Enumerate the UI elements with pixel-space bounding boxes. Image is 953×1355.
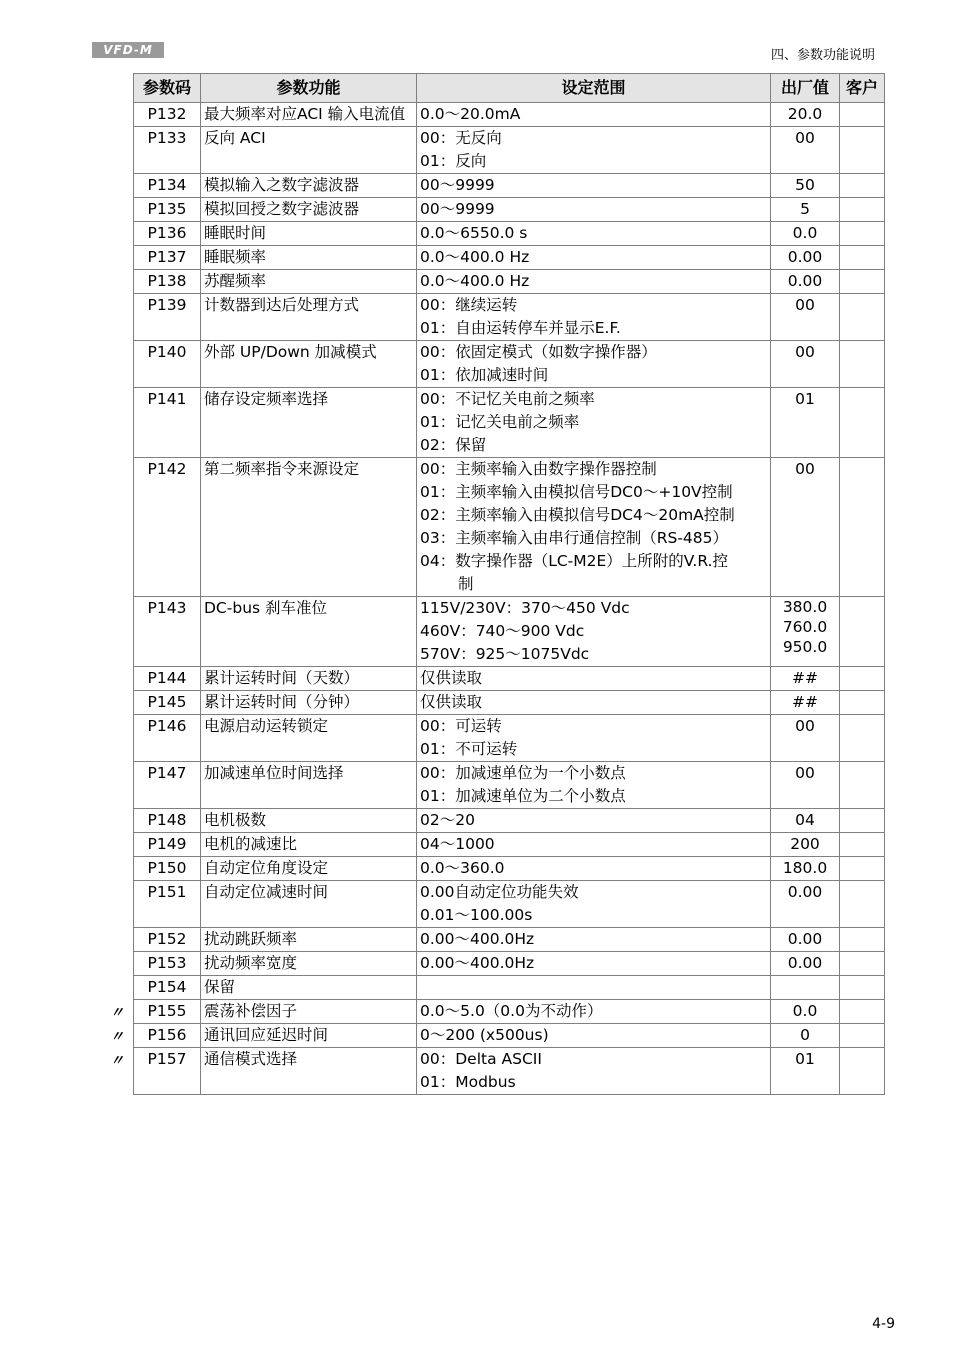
param-range-cell <box>417 833 771 857</box>
default-value: 0.00 <box>787 883 823 901</box>
range-line: 01：Modbus <box>420 1073 516 1091</box>
param-code-cell <box>110 1048 201 1095</box>
param-code: P134 <box>147 176 187 194</box>
range-line: 460V：740～900 Vdc <box>420 622 585 640</box>
table-row <box>134 691 885 715</box>
param-code: P155 <box>147 1002 187 1020</box>
default-value: 0.0 <box>792 1002 818 1020</box>
table-row <box>134 222 885 246</box>
param-default-cell <box>771 597 840 667</box>
default-value: 04 <box>795 811 815 829</box>
table-row <box>134 667 885 691</box>
param-code: P151 <box>147 883 187 901</box>
range-line: 01：自由运转停车并显示E.F. <box>420 319 621 337</box>
param-code: P136 <box>147 224 187 242</box>
param-default-cell <box>771 1048 840 1095</box>
default-value: 00 <box>795 296 815 314</box>
param-default-cell <box>771 762 840 809</box>
param-default-cell <box>771 341 840 388</box>
range-line: 00：加减速单位为一个小数点 <box>420 764 626 782</box>
param-default-cell <box>771 952 840 976</box>
param-code: P141 <box>147 390 187 408</box>
param-function: 保留 <box>201 976 417 1000</box>
table-row <box>134 270 885 294</box>
param-code-cell <box>134 833 201 857</box>
param-customer-cell <box>840 127 885 174</box>
section-title: 四、参数功能说明 <box>770 48 875 63</box>
default-value: 01 <box>795 390 815 408</box>
default-value: 180.0 <box>782 859 828 877</box>
param-customer-cell <box>840 1000 885 1024</box>
column-header-range: 设定范围 <box>417 74 771 103</box>
param-range-cell <box>417 881 771 928</box>
range-line: 01：不可运转 <box>420 740 518 758</box>
param-default-cell <box>771 715 840 762</box>
param-customer-cell <box>840 762 885 809</box>
param-range-cell <box>417 762 771 809</box>
param-default-cell <box>771 833 840 857</box>
param-function: 扰动频率宽度 <box>201 952 417 976</box>
param-default-cell <box>771 857 840 881</box>
default-value: 0.00 <box>787 930 823 948</box>
range-line: 00：无反向 <box>420 129 502 147</box>
param-customer-cell <box>840 174 885 198</box>
param-default-cell <box>771 388 840 458</box>
range-line: 03：主频率输入由串行通信控制（RS-485） <box>420 529 729 547</box>
param-code-cell <box>110 1024 201 1048</box>
param-code-cell <box>134 857 201 881</box>
brand-logo: VFD-M <box>92 42 164 58</box>
range-line: 00：Delta ASCII <box>420 1050 542 1068</box>
param-function: 加减速单位时间选择 <box>201 762 417 809</box>
range-line: 115V/230V：370～450 Vdc <box>420 599 630 617</box>
param-default-cell <box>771 1024 840 1048</box>
table-row <box>134 857 885 881</box>
param-code-cell <box>134 388 201 458</box>
table-row <box>134 1024 885 1048</box>
param-range-cell <box>417 127 771 174</box>
param-code: P133 <box>147 129 187 147</box>
param-code: P146 <box>147 717 187 735</box>
param-range-cell <box>417 222 771 246</box>
param-code-cell <box>134 458 201 597</box>
param-code-cell <box>134 809 201 833</box>
table-row <box>134 246 885 270</box>
param-code-cell <box>134 667 201 691</box>
param-code: P142 <box>147 460 187 478</box>
param-range-cell <box>417 597 771 667</box>
param-default-cell <box>771 691 840 715</box>
param-function: 第二频率指令来源设定 <box>201 458 417 597</box>
range-line: 04：数字操作器（LC-M2E）上所附的V.R.控 <box>420 552 728 570</box>
param-default-cell <box>771 976 840 1000</box>
param-default-cell <box>771 174 840 198</box>
default-value: 0.00 <box>787 954 823 972</box>
param-function: 反向 ACI <box>201 127 417 174</box>
param-code-cell <box>134 597 201 667</box>
param-function: 睡眠频率 <box>201 246 417 270</box>
range-line: 00～9999 <box>420 176 495 194</box>
default-value: 00 <box>795 129 815 147</box>
param-code: P143 <box>147 599 187 617</box>
param-code: P138 <box>147 272 187 290</box>
param-default-cell <box>771 246 840 270</box>
range-line: 00：继续运转 <box>420 296 518 314</box>
range-line: 0.0～360.0 <box>420 859 505 877</box>
range-line: 0.00自动定位功能失效 <box>420 883 579 901</box>
table-row <box>134 127 885 174</box>
table-body <box>110 103 885 1095</box>
param-customer-cell <box>840 667 885 691</box>
param-function: 睡眠时间 <box>201 222 417 246</box>
param-code-cell <box>134 174 201 198</box>
range-line: 00：依固定模式（如数字操作器） <box>420 343 657 361</box>
default-value: 01 <box>795 1050 815 1068</box>
range-line: 0.0～20.0mA <box>420 105 521 123</box>
param-customer-cell <box>840 597 885 667</box>
table-row <box>134 198 885 222</box>
param-code: P156 <box>147 1026 187 1044</box>
range-line: 00：不记忆关电前之频率 <box>420 390 595 408</box>
table-row <box>134 1048 885 1095</box>
param-customer-cell <box>840 222 885 246</box>
param-default-cell <box>771 270 840 294</box>
range-line: 仅供读取 <box>420 693 483 711</box>
param-function: 模拟输入之数字滤波器 <box>201 174 417 198</box>
range-line: 01：记忆关电前之频率 <box>420 413 580 431</box>
param-function: 自动定位角度设定 <box>201 857 417 881</box>
param-code-cell <box>134 715 201 762</box>
modifiable-while-running-icon: 〃 <box>110 1005 124 1021</box>
param-function: DC-bus 刹车准位 <box>201 597 417 667</box>
param-customer-cell <box>840 246 885 270</box>
range-line: 0.00～400.0Hz <box>420 930 535 948</box>
param-range-cell <box>417 667 771 691</box>
param-range-cell <box>417 103 771 127</box>
param-customer-cell <box>840 691 885 715</box>
param-default-cell <box>771 127 840 174</box>
range-line: 00～9999 <box>420 200 495 218</box>
param-code: P148 <box>147 811 187 829</box>
range-line: 01：主频率输入由模拟信号DC0～+10V控制 <box>420 483 733 501</box>
param-range-cell <box>417 976 771 1000</box>
param-customer-cell <box>840 1048 885 1095</box>
table-row <box>134 103 885 127</box>
default-value: ## <box>792 693 818 711</box>
default-value: 50 <box>795 176 815 194</box>
table-row <box>134 458 885 597</box>
table-row <box>134 928 885 952</box>
table-row <box>134 597 885 667</box>
param-range-cell <box>417 294 771 341</box>
param-code-cell <box>134 691 201 715</box>
table-header-row <box>134 74 885 103</box>
param-customer-cell <box>840 857 885 881</box>
param-range-cell <box>417 341 771 388</box>
param-code-cell <box>134 198 201 222</box>
range-line: 00：主频率输入由数字操作器控制 <box>420 460 657 478</box>
param-customer-cell <box>840 103 885 127</box>
range-line: 0.0～5.0（0.0为不动作） <box>420 1002 603 1020</box>
param-code-cell <box>134 246 201 270</box>
param-function: 外部 UP/Down 加减模式 <box>201 341 417 388</box>
default-value: 200 <box>790 835 820 853</box>
param-default-cell <box>771 1000 840 1024</box>
range-line: 02：主频率输入由模拟信号DC4～20mA控制 <box>420 506 735 524</box>
param-function: 通讯回应延迟时间 <box>201 1024 417 1048</box>
param-customer-cell <box>840 881 885 928</box>
column-header-code: 参数码 <box>134 74 201 103</box>
param-customer-cell <box>840 928 885 952</box>
default-value: 0 <box>800 1026 810 1044</box>
param-default-cell <box>771 809 840 833</box>
default-value: ## <box>792 669 818 687</box>
param-range-cell <box>417 1024 771 1048</box>
default-value: 00 <box>795 460 815 478</box>
default-value: 950.0 <box>782 638 828 656</box>
page-number: 4-9 <box>872 1316 895 1332</box>
param-function: 电机的减速比 <box>201 833 417 857</box>
table-row <box>134 715 885 762</box>
default-value: 760.0 <box>782 618 828 636</box>
param-range-cell <box>417 458 771 597</box>
param-code: P153 <box>147 954 187 972</box>
param-function: 储存设定频率选择 <box>201 388 417 458</box>
modifiable-while-running-icon: 〃 <box>110 1029 124 1045</box>
param-function: 震荡补偿因子 <box>201 1000 417 1024</box>
param-range-cell <box>417 246 771 270</box>
default-value: 5 <box>800 200 810 218</box>
range-line <box>420 976 767 999</box>
param-code: P140 <box>147 343 187 361</box>
param-range-cell <box>417 952 771 976</box>
param-range-cell <box>417 388 771 458</box>
range-line: 04～1000 <box>420 835 495 853</box>
param-function: 电源启动运转锁定 <box>201 715 417 762</box>
default-value: 00 <box>795 343 815 361</box>
param-code-cell <box>134 222 201 246</box>
param-function: 自动定位减速时间 <box>201 881 417 928</box>
param-range-cell <box>417 715 771 762</box>
table-row <box>134 833 885 857</box>
param-default-cell <box>771 928 840 952</box>
param-code: P135 <box>147 200 187 218</box>
param-code-cell <box>134 270 201 294</box>
param-default-cell <box>771 103 840 127</box>
table-row <box>134 762 885 809</box>
range-line: 01：反向 <box>420 152 487 170</box>
default-value: 0.00 <box>787 248 823 266</box>
param-customer-cell <box>840 458 885 597</box>
param-customer-cell <box>840 341 885 388</box>
param-code: P147 <box>147 764 187 782</box>
range-line: 01：加减速单位为二个小数点 <box>420 787 626 805</box>
param-code-cell <box>134 127 201 174</box>
column-header-customer: 客户 <box>840 74 885 103</box>
range-line: 02：保留 <box>420 436 487 454</box>
param-code-cell <box>134 762 201 809</box>
table-row <box>134 976 885 1000</box>
range-line: 0.0～400.0 Hz <box>420 248 530 266</box>
table-row <box>134 174 885 198</box>
param-code: P157 <box>147 1050 187 1068</box>
table-row <box>134 881 885 928</box>
param-customer-cell <box>840 715 885 762</box>
param-code-cell <box>134 952 201 976</box>
param-customer-cell <box>840 388 885 458</box>
param-code: P137 <box>147 248 187 266</box>
range-line: 仅供读取 <box>420 669 483 687</box>
param-range-cell <box>417 809 771 833</box>
range-line: 01：依加减速时间 <box>420 366 549 384</box>
default-value: 0.00 <box>787 272 823 290</box>
default-value: 0.0 <box>792 224 818 242</box>
param-code: P132 <box>147 105 187 123</box>
parameter-table <box>110 73 885 1095</box>
param-customer-cell <box>840 294 885 341</box>
param-default-cell <box>771 198 840 222</box>
default-value: 380.0 <box>782 598 828 616</box>
param-range-cell <box>417 1000 771 1024</box>
table-row <box>134 341 885 388</box>
table-row <box>134 952 885 976</box>
param-function: 苏醒频率 <box>201 270 417 294</box>
param-range-cell <box>417 198 771 222</box>
param-function: 通信模式选择 <box>201 1048 417 1095</box>
param-function: 电机极数 <box>201 809 417 833</box>
param-customer-cell <box>840 952 885 976</box>
param-range-cell <box>417 928 771 952</box>
table-row <box>134 809 885 833</box>
param-code-cell <box>134 881 201 928</box>
column-header-default: 出厂值 <box>771 74 840 103</box>
modifiable-while-running-icon: 〃 <box>110 1053 124 1069</box>
range-line: 00：可运转 <box>420 717 502 735</box>
param-range-cell <box>417 1048 771 1095</box>
param-code-cell <box>134 294 201 341</box>
range-line: 02～20 <box>420 811 475 829</box>
param-code: P144 <box>147 669 187 687</box>
param-function: 累计运转时间（天数） <box>201 667 417 691</box>
param-function: 扰动跳跃频率 <box>201 928 417 952</box>
param-code: P152 <box>147 930 187 948</box>
param-code: P150 <box>147 859 187 877</box>
param-customer-cell <box>840 270 885 294</box>
param-code-cell <box>110 1000 201 1024</box>
default-value: 00 <box>795 717 815 735</box>
param-customer-cell <box>840 809 885 833</box>
param-default-cell <box>771 667 840 691</box>
table-row <box>134 388 885 458</box>
param-code-cell <box>134 103 201 127</box>
param-function: 最大频率对应ACI 输入电流值 <box>201 103 417 127</box>
param-range-cell <box>417 857 771 881</box>
param-default-cell <box>771 881 840 928</box>
param-function: 计数器到达后处理方式 <box>201 294 417 341</box>
default-value: 00 <box>795 764 815 782</box>
param-default-cell <box>771 294 840 341</box>
param-function: 累计运转时间（分钟） <box>201 691 417 715</box>
column-header-function: 参数功能 <box>201 74 417 103</box>
range-line: 制 <box>458 575 474 593</box>
table-row <box>134 1000 885 1024</box>
param-function: 模拟回授之数字滤波器 <box>201 198 417 222</box>
param-customer-cell <box>840 198 885 222</box>
param-customer-cell <box>840 833 885 857</box>
param-code: P145 <box>147 693 187 711</box>
param-code-cell <box>134 928 201 952</box>
param-range-cell <box>417 270 771 294</box>
param-range-cell <box>417 691 771 715</box>
param-customer-cell <box>840 976 885 1000</box>
param-code: P154 <box>147 978 187 996</box>
range-line: 0.0～400.0 Hz <box>420 272 530 290</box>
default-value: 20.0 <box>787 105 823 123</box>
param-customer-cell <box>840 1024 885 1048</box>
range-line: 570V：925～1075Vdc <box>420 645 590 663</box>
table-row <box>134 294 885 341</box>
param-code-cell <box>134 976 201 1000</box>
range-line: 0.01～100.00s <box>420 906 533 924</box>
range-line: 0～200 (x500us) <box>420 1026 549 1044</box>
range-line: 0.0～6550.0 s <box>420 224 528 242</box>
param-code: P139 <box>147 296 187 314</box>
param-code-cell <box>134 341 201 388</box>
param-default-cell <box>771 458 840 597</box>
param-code: P149 <box>147 835 187 853</box>
param-range-cell <box>417 174 771 198</box>
param-default-cell <box>771 222 840 246</box>
range-line: 0.00～400.0Hz <box>420 954 535 972</box>
